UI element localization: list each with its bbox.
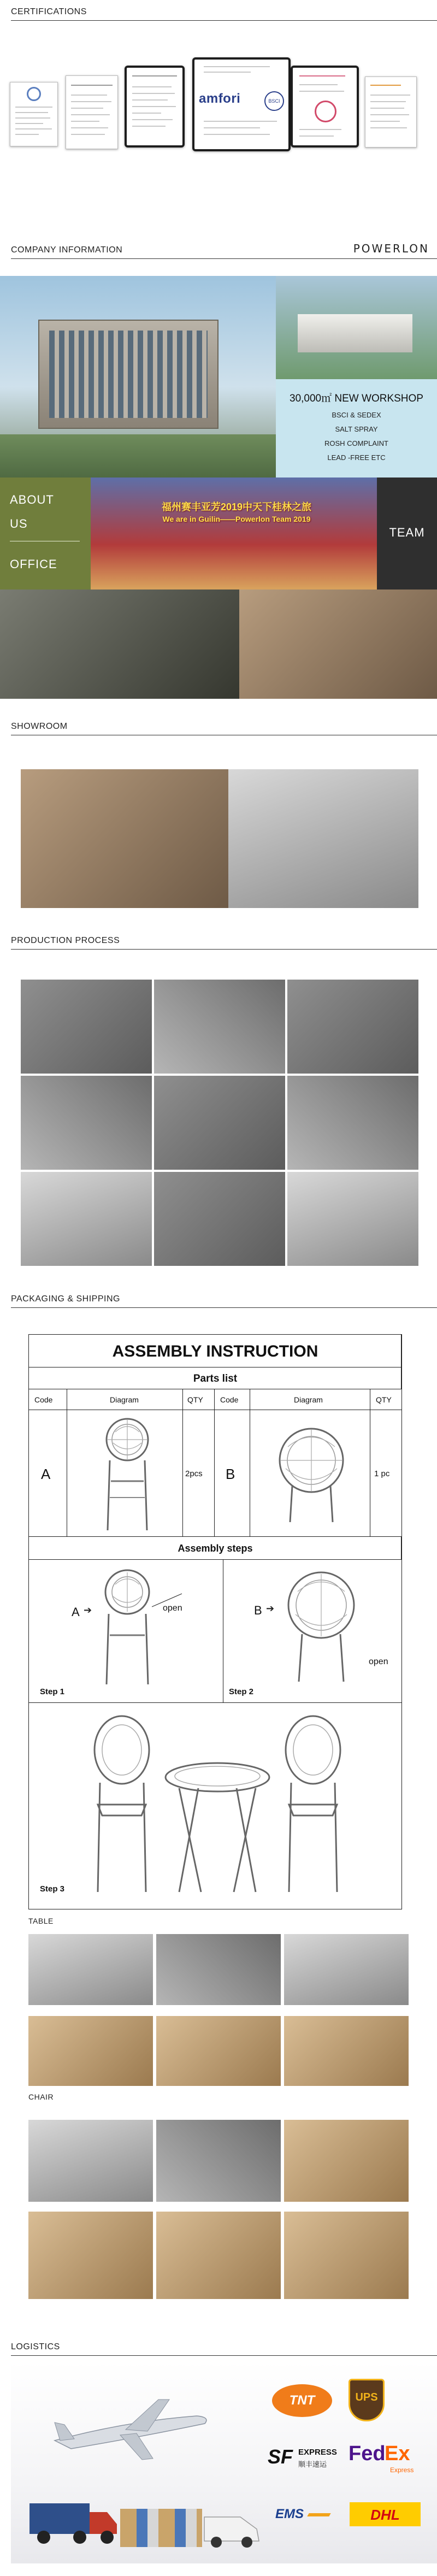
section-header-table (28, 1914, 411, 1927)
production-photo (287, 1076, 418, 1170)
part-b-code: B (226, 1466, 235, 1482)
col-diagram: Diagram (294, 1395, 323, 1404)
production-photo (21, 980, 152, 1074)
staff-group-photo (239, 590, 437, 699)
step2-letter: B (254, 1604, 262, 1617)
section-title: PRODUCTION PROCESS (11, 936, 120, 945)
step2-table-diagram (286, 1570, 357, 1684)
us-label: US (10, 517, 28, 530)
section-title: LOGISTICS (11, 2342, 60, 2351)
section-title: CERTIFICATIONS (11, 7, 87, 16)
production-photo (21, 1076, 152, 1170)
workshop-line: SALT SPRAY (335, 425, 378, 433)
parts-list-heading: Parts list (193, 1373, 238, 1384)
packaging-photo (28, 2120, 153, 2202)
team-panel (377, 478, 437, 590)
bsci-logo: BSCI (264, 91, 284, 111)
workshop-line: LEAD -FREE ETC (327, 453, 386, 462)
packaging-photo (28, 2016, 153, 2086)
step2-open-label: open (369, 1657, 388, 1666)
section-title: CHAIR (28, 2092, 54, 2101)
certificate-image (365, 76, 417, 148)
team-banner-subtext: We are in Guilin——Powerlon Team 2019 (162, 515, 311, 523)
section-header-chair (28, 2090, 411, 2103)
section-title: COMPANY INFORMATION (11, 245, 123, 255)
section-title: TABLE (28, 1917, 54, 1925)
workshop-line: BSCI & SEDEX (332, 411, 381, 419)
assembly-title: ASSEMBLY INSTRUCTION (112, 1342, 318, 1360)
workshop-line: ROSH COMPLAINT (324, 439, 388, 447)
packaging-photo (156, 1934, 281, 2005)
showroom-photo-left (21, 769, 228, 908)
step1-open-label: open (163, 1604, 182, 1613)
assembly-steps-heading: Assembly steps (178, 1543, 253, 1554)
step1-label: Step 1 (40, 1687, 65, 1696)
certificate-image (291, 66, 359, 148)
packaging-photo (156, 2212, 281, 2299)
fedex-logo: Fed Ex Express (349, 2442, 414, 2474)
amfori-logo: amfori (199, 91, 241, 106)
certificate-image (125, 66, 185, 148)
col-code: Code (220, 1395, 239, 1404)
certificate-image (10, 82, 58, 146)
about-label: ABOUT (10, 493, 54, 506)
arrow-right-icon: ➔ (266, 1603, 275, 1614)
certificate-amfori-bsci (192, 57, 291, 151)
office-label: OFFICE (10, 557, 57, 571)
section-header-logistics (11, 2337, 437, 2356)
production-photo (287, 980, 418, 1074)
packaging-photo (28, 1934, 153, 2005)
about-us-panel (0, 478, 91, 590)
office-photo (0, 590, 239, 699)
packaging-photo (284, 2016, 409, 2086)
factory-building-photo (0, 276, 276, 478)
workshop-info-panel (276, 379, 437, 478)
packaging-photo (284, 1934, 409, 2005)
production-photo (154, 1076, 285, 1170)
step1-letter: A (72, 1605, 80, 1619)
production-photo (154, 1172, 285, 1266)
cargo-pallets (120, 2509, 202, 2547)
section-header-company-information (11, 240, 437, 259)
packaging-photo (156, 2120, 281, 2202)
col-qty: QTY (376, 1395, 392, 1404)
folded-chair-diagram (100, 1416, 155, 1532)
production-photo (154, 980, 285, 1074)
part-b-qty: 1 pc (374, 1469, 390, 1478)
dhl-logo: DHL (350, 2502, 421, 2526)
section-header-packaging-shipping (11, 1289, 437, 1308)
packaging-photo (284, 2120, 409, 2202)
brand-logo: POWERLON (353, 242, 429, 255)
van-icon (202, 2506, 262, 2550)
team-banner-text: 福州赛丰亚芳2019中天下桂林之旅 (161, 502, 312, 512)
packaging-photo (156, 2016, 281, 2086)
production-photo (287, 1172, 418, 1266)
certificate-image (66, 75, 118, 149)
team-label: TEAM (389, 526, 425, 539)
step1-chair-diagram (100, 1567, 155, 1687)
step2-label: Step 2 (229, 1687, 254, 1696)
section-title: SHOWROOM (11, 722, 68, 731)
tnt-logo: TNT (272, 2384, 332, 2417)
packaging-photo (28, 2212, 153, 2299)
airplane-icon (49, 2389, 213, 2471)
assembly-instruction-sheet (28, 1334, 402, 1909)
workshop-aerial-photo (276, 276, 437, 380)
col-diagram: Diagram (110, 1395, 139, 1404)
section-header-certifications (11, 2, 437, 21)
ups-logo: UPS (349, 2379, 385, 2421)
packaging-photo (284, 2212, 409, 2299)
ems-logo: EMS (275, 2504, 335, 2526)
section-header-showroom (11, 717, 437, 735)
step3-bistro-set-diagram (89, 1712, 346, 1897)
workshop-title: 30,000㎡ NEW WORKSHOP (290, 393, 423, 404)
logistics-panel (11, 2361, 437, 2563)
arrow-right-icon: ➔ (84, 1605, 92, 1616)
showroom-photo-right (228, 769, 418, 908)
production-photo (21, 1172, 152, 1266)
section-title: PACKAGING & SHIPPING (11, 1294, 120, 1304)
part-a-qty: 2pcs (185, 1469, 203, 1478)
team-photo (91, 478, 377, 590)
step3-label: Step 3 (40, 1884, 65, 1894)
sf-express-logo: SF EXPRESS 顺丰速运 (268, 2445, 337, 2468)
section-header-production-process (11, 931, 437, 950)
folded-table-diagram (276, 1425, 347, 1523)
col-code: Code (34, 1395, 53, 1404)
col-qty: QTY (187, 1395, 203, 1404)
truck-icon (27, 2492, 120, 2547)
part-a-code: A (41, 1466, 51, 1482)
